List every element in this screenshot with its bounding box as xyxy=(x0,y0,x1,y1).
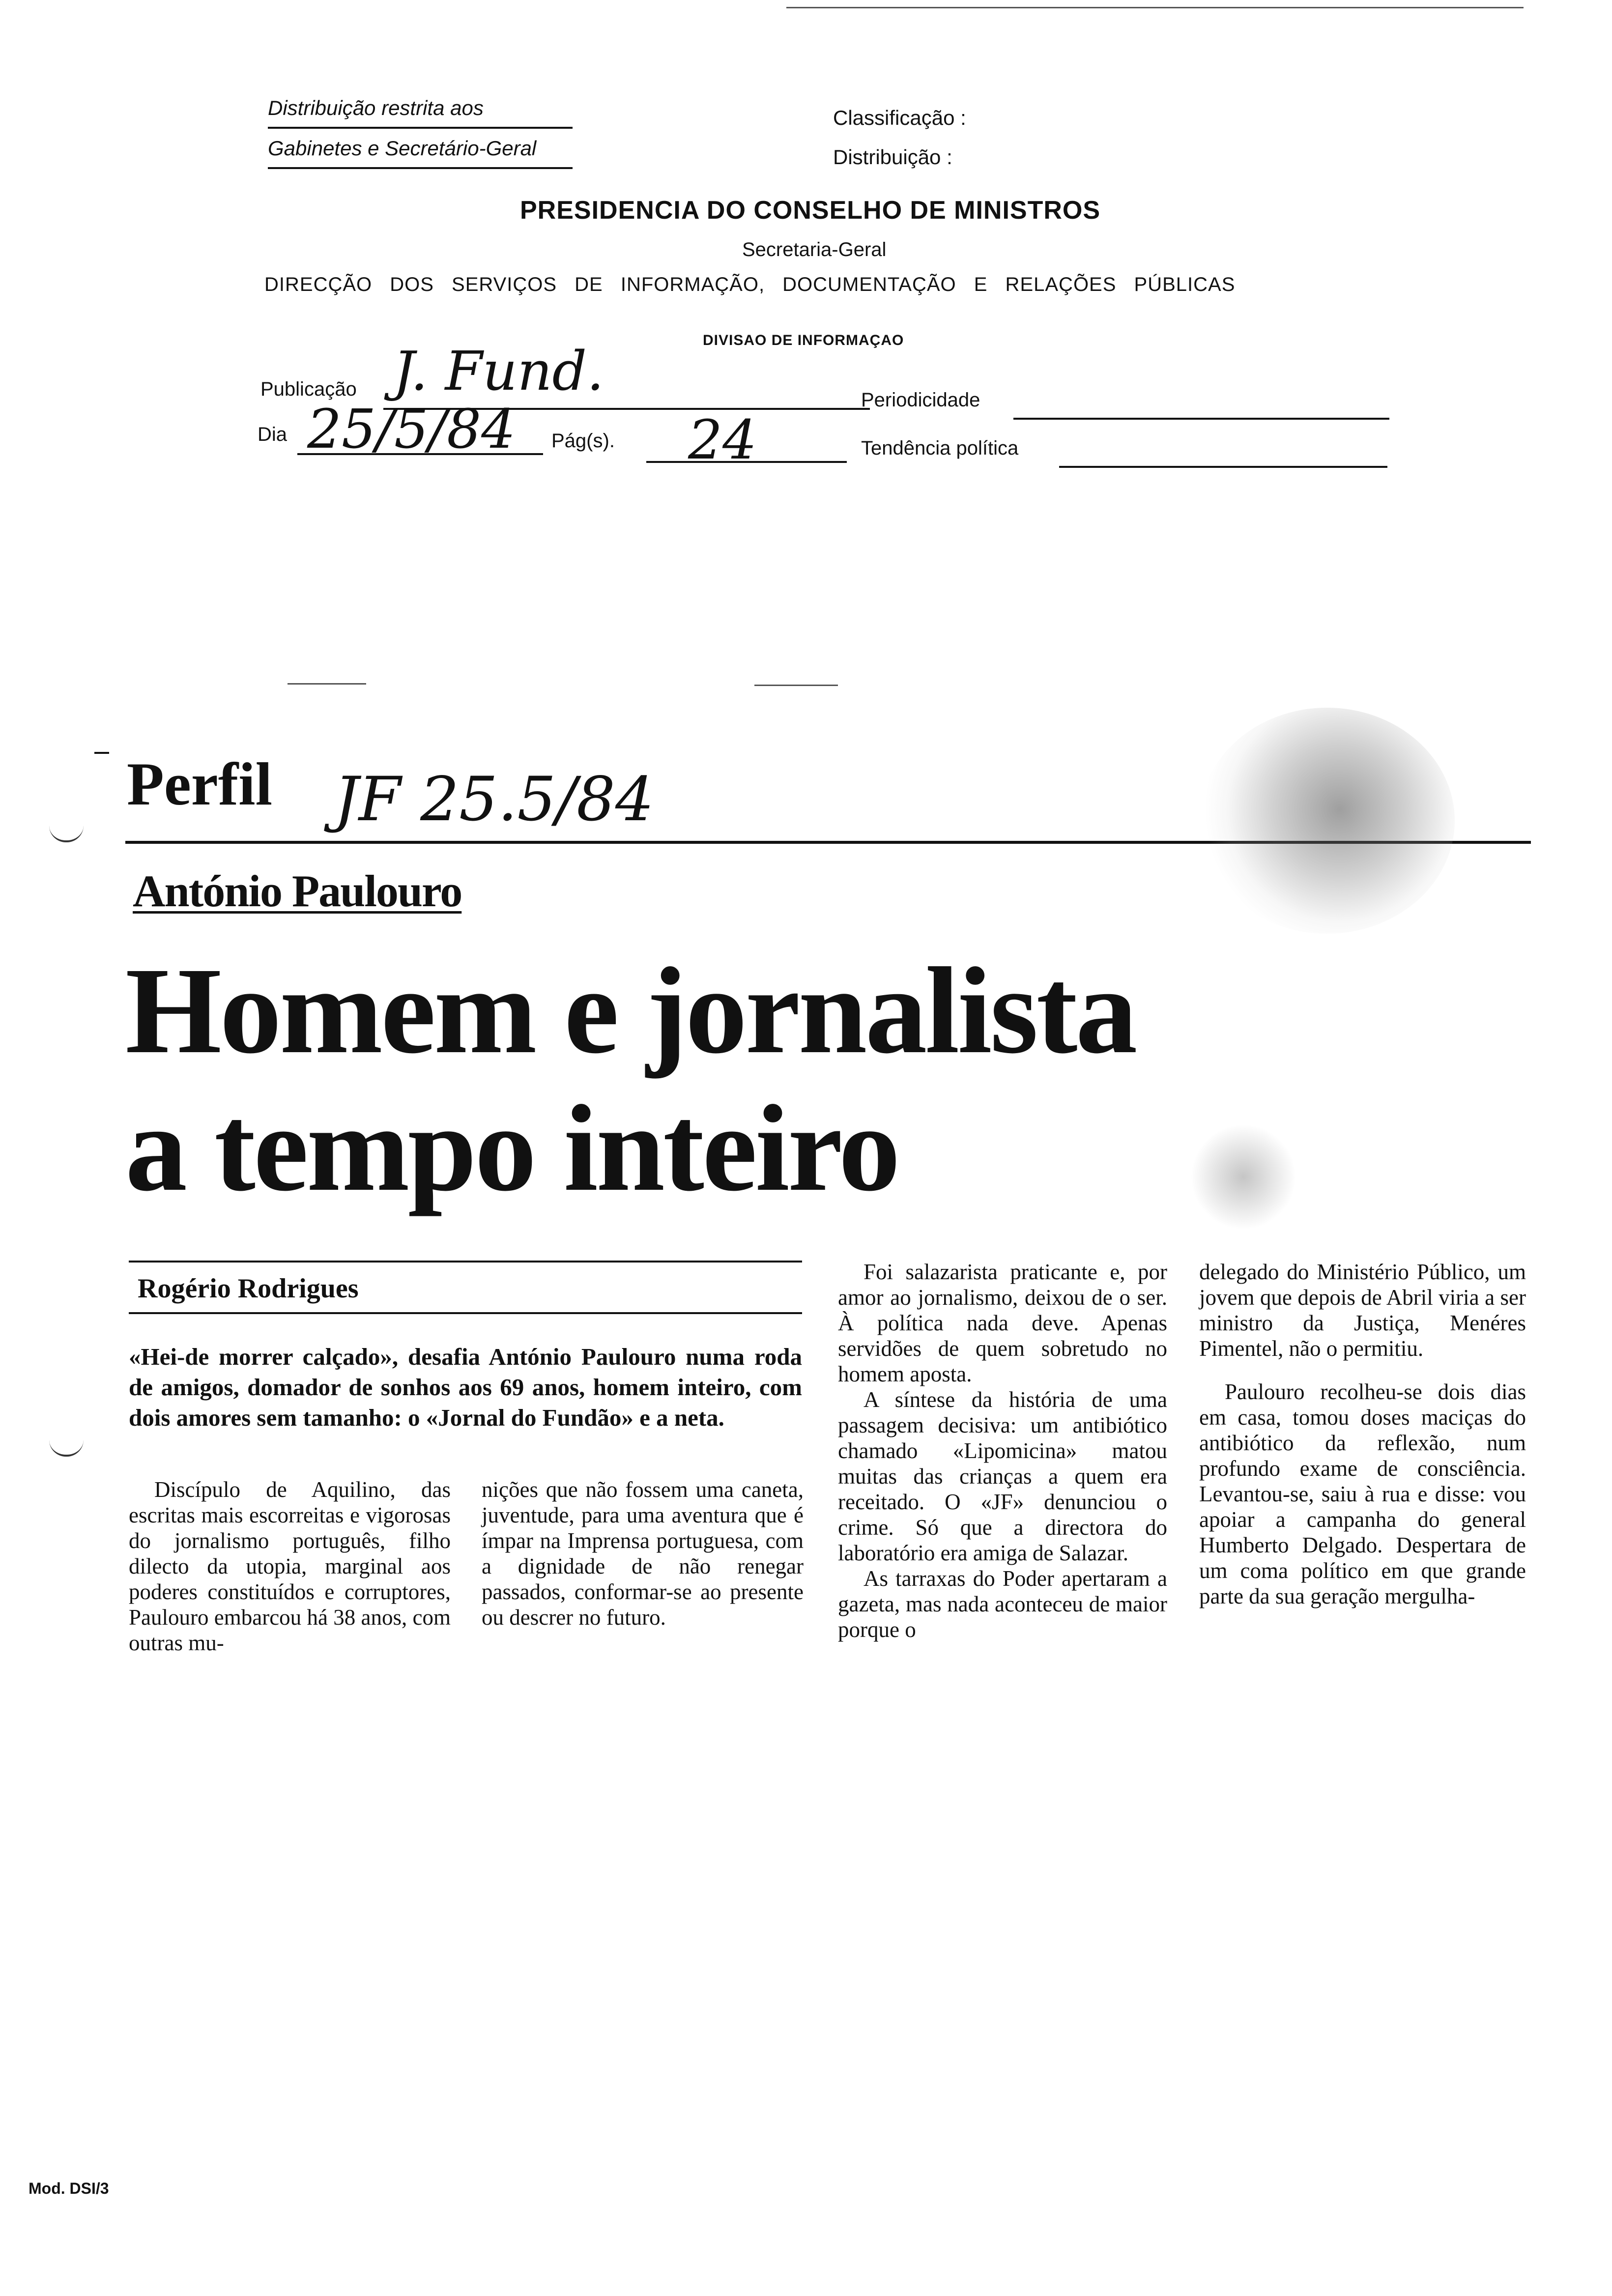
photo-remnant xyxy=(1199,708,1455,934)
restriction-line-1: Distribuição restrita aos xyxy=(268,93,573,129)
column-4-paragraph-1: delegado do Ministério Público, um jovem que depois de Abril viria a ser ministro da Justiça, Menéres Pimentel, não o permitiu. xyxy=(1199,1260,1526,1361)
restriction-note xyxy=(268,93,573,169)
column-3-paragraph-2: A síntese da história de uma passagem decisiva: um antibiótico chamado «Lipomicina» matou muitas das crianças a quem era receitado. O «JF» denunciou o crime. Só que a directora do laboratório era amiga de Salazar. xyxy=(838,1387,1167,1565)
byline: Rogério Rodrigues xyxy=(138,1273,359,1304)
secretariat-title: Secretaria-Geral xyxy=(742,239,887,260)
column-1-paragraph: Discípulo de Aquilino, das escritas mais escorreitas e vigorosas do jornalismo português, filho dilecto da utopia, marginal aos poderes constituídos e corruptores, Paulouro embarcou há 38 anos, com outras mu- xyxy=(129,1477,451,1655)
column-3-paragraph-1: Foi salazarista praticante e, por amor ao jornalismo, deixou de o ser. À política nada deve. Apenas servidões de quem sobretudo no homem aposta. xyxy=(838,1260,1167,1386)
political-tendency-label: Tendência política xyxy=(861,437,1019,459)
form-code: Mod. DSI/3 xyxy=(29,2180,109,2197)
periodicity-label: Periodicidade xyxy=(861,389,980,411)
date-stamp: JF 25.5/84 xyxy=(334,764,654,835)
day-handwritten-value: 25/5/84 xyxy=(307,398,516,460)
pages-handwritten-value: 24 xyxy=(688,408,757,471)
publication-label: Publicação xyxy=(260,378,357,400)
scan-rule-left xyxy=(288,683,366,685)
column-3-paragraph-3: As tarraxas do Poder apertaram a gazeta, mas nada aconteceu de maior porque o xyxy=(838,1566,1167,1642)
scan-rule-top xyxy=(786,7,1524,8)
photo-speckle xyxy=(1189,1125,1297,1229)
organization-title: PRESIDENCIA DO CONSELHO DE MINISTROS xyxy=(520,196,1101,225)
margin-dash xyxy=(94,752,109,754)
article-column-2 xyxy=(482,1477,804,1630)
political-tendency-field-line xyxy=(1059,466,1387,468)
column-4-paragraph-2: Paulouro recolheu-se dois dias em casa, tomou doses maciças do antibiótico da reflexão, num profundo exame de consciência. Levantou-se, saiu à rua e disse: vou apoiar a campanha do general Humberto Delgado. Despertara de um coma político em que grande parte da sua geração mergulha- xyxy=(1199,1379,1526,1608)
directorate-title: DIRECÇÃO DOS SERVIÇOS DE INFORMAÇÃO, DOCUMENTAÇÃO E RELAÇÕES PÚBLICAS xyxy=(264,274,1236,295)
headline-line-1: Homem e jornalista xyxy=(125,942,1136,1079)
classification-label: Classificação : xyxy=(833,106,966,129)
publication-handwritten-value: J. Fund. xyxy=(393,340,604,402)
headline-line-2: a tempo inteiro xyxy=(125,1079,899,1217)
periodicity-field-line xyxy=(1013,418,1389,420)
byline-rule-top xyxy=(129,1261,802,1263)
scan-rule-mid xyxy=(754,685,838,686)
section-title: Perfil xyxy=(127,750,273,818)
day-label: Dia xyxy=(258,424,288,445)
margin-mark-2 xyxy=(49,1440,84,1457)
article-column-4 xyxy=(1199,1259,1526,1609)
byline-rule-bottom xyxy=(129,1312,802,1314)
margin-mark-1 xyxy=(49,826,84,842)
article-column-1 xyxy=(129,1477,451,1656)
profile-subject: António Paulouro xyxy=(133,866,462,916)
article-column-3 xyxy=(838,1259,1167,1642)
headline xyxy=(125,942,1256,1217)
column-2-paragraph: nições que não fossem uma caneta, juventude, para uma aventura que é ímpar na Imprensa portuguesa, com a dignidade de não renegar passados, conformar-se ao presente ou descrer no futuro. xyxy=(482,1477,804,1630)
restriction-line-2: Gabinetes e Secretário-Geral xyxy=(268,134,573,169)
division-title: DIVISAO DE INFORMAÇAO xyxy=(703,332,904,348)
distribution-label: Distribuição : xyxy=(833,145,952,169)
pages-label: Pág(s). xyxy=(551,430,615,452)
lead-paragraph: «Hei-de morrer calçado», desafia António Paulouro numa roda de amigos, domador de sonhos aos 69 anos, homem inteiro, com dois amores sem tamanho: o «Jornal do Fundão» e a neta. xyxy=(129,1343,802,1431)
